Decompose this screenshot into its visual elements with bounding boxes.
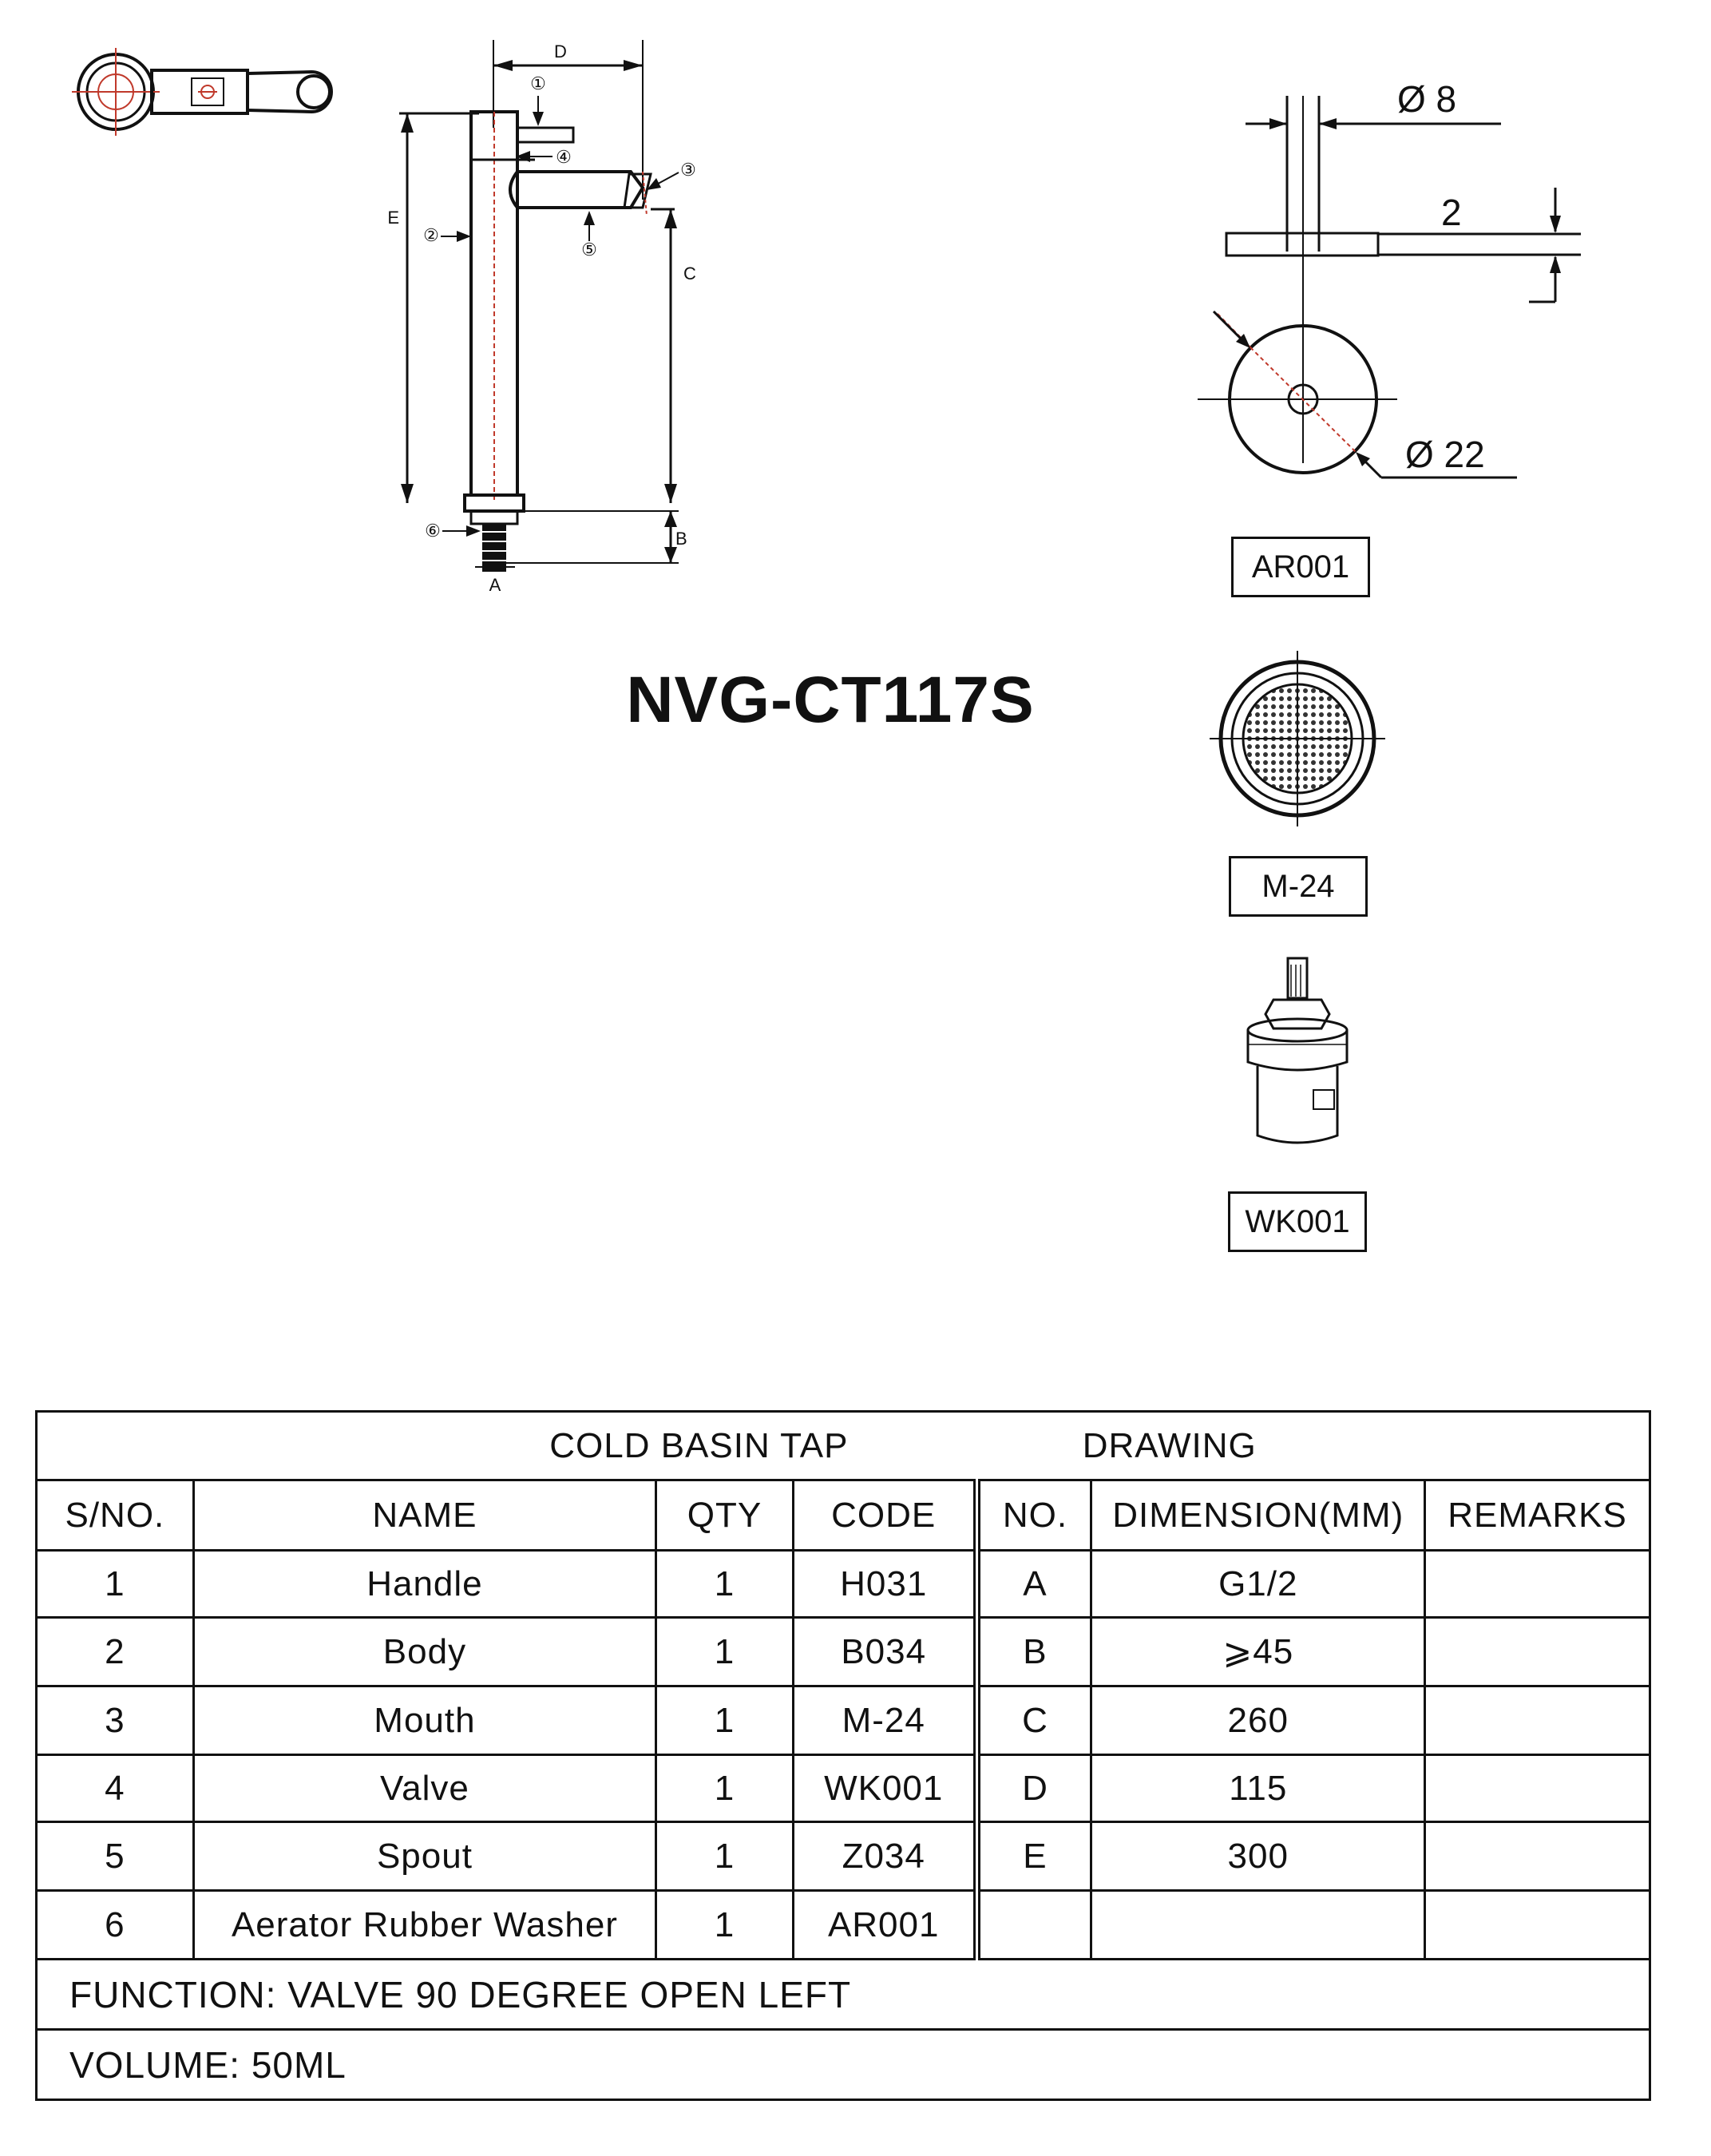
header-qty: QTY [656, 1480, 794, 1551]
cell-name: Mouth [193, 1686, 655, 1755]
callout-6: ⑥ [425, 521, 441, 541]
volume-text: VOLUME: 50ML [37, 2030, 1650, 2100]
callout-4: ④ [556, 147, 572, 167]
washer-dimension-drawing [1198, 80, 1581, 495]
table-row [37, 1755, 1650, 1822]
part-tag-ar001: AR001 [1231, 537, 1370, 597]
cell-qty: 1 [656, 1822, 794, 1891]
callout-5: ⑤ [581, 240, 597, 260]
cell-remarks [1425, 1686, 1650, 1755]
outer-diameter-label: Ø 22 [1405, 434, 1485, 475]
cell-name: Body [193, 1618, 655, 1686]
side-view-drawing [375, 32, 743, 607]
cell-sno: 5 [37, 1822, 194, 1891]
cell-name: Aerator Rubber Washer [193, 1891, 655, 1960]
dim-letter-d: D [554, 42, 567, 61]
table-row [37, 1686, 1650, 1755]
cell-sno: 3 [37, 1686, 194, 1755]
cell-no: C [976, 1686, 1091, 1755]
cell-qty: 1 [656, 1891, 794, 1960]
cell-dimension: ⩾45 [1091, 1618, 1425, 1686]
cell-remarks [1425, 1755, 1650, 1822]
cell-code: M-24 [793, 1686, 976, 1755]
cell-code: Z034 [793, 1822, 976, 1891]
cell-code: H031 [793, 1551, 976, 1618]
callout-3: ③ [680, 160, 696, 180]
cell-name: Valve [193, 1755, 655, 1822]
table-row [37, 1551, 1650, 1618]
cell-no: D [976, 1755, 1091, 1822]
cell-no: A [976, 1551, 1091, 1618]
header-code: CODE [793, 1480, 976, 1551]
cell-dimension [1091, 1891, 1425, 1960]
dim-letter-e: E [387, 208, 399, 228]
valve-cartridge-drawing [1234, 950, 1361, 1158]
function-text: FUNCTION: VALVE 90 DEGREE OPEN LEFT [37, 1960, 1650, 2030]
table-title-right: DRAWING [1082, 1425, 1257, 1465]
cell-qty: 1 [656, 1686, 794, 1755]
cell-qty: 1 [656, 1551, 794, 1618]
table-title-row [37, 1412, 1650, 1480]
cell-qty: 1 [656, 1618, 794, 1686]
cell-sno: 6 [37, 1891, 194, 1960]
cell-code: AR001 [793, 1891, 976, 1960]
cell-no: B [976, 1618, 1091, 1686]
header-remarks: REMARKS [1425, 1480, 1650, 1551]
cell-remarks [1425, 1618, 1650, 1686]
part-tag-wk001: WK001 [1228, 1191, 1367, 1252]
header-sno: S/NO. [37, 1480, 194, 1551]
cell-dimension: 115 [1091, 1755, 1425, 1822]
cell-code: WK001 [793, 1755, 976, 1822]
pipe-diameter-label: Ø 8 [1397, 80, 1457, 120]
dim-letter-b: B [675, 529, 687, 549]
table-header-row [37, 1480, 1650, 1551]
cell-name: Handle [193, 1551, 655, 1618]
function-row [37, 1960, 1650, 2030]
top-view-drawing [72, 48, 351, 136]
spec-table [35, 1410, 1651, 2101]
header-dimension: DIMENSION(MM) [1091, 1480, 1425, 1551]
model-title: NVG-CT117S [626, 664, 1035, 736]
callout-1: ① [530, 73, 546, 93]
cell-qty: 1 [656, 1755, 794, 1822]
cell-no: E [976, 1822, 1091, 1891]
cell-dimension: 260 [1091, 1686, 1425, 1755]
header-no: NO. [976, 1480, 1091, 1551]
aerator-mesh-drawing [1206, 647, 1389, 830]
table-row [37, 1822, 1650, 1891]
cell-sno: 1 [37, 1551, 194, 1618]
cell-sno: 2 [37, 1618, 194, 1686]
table-row [37, 1618, 1650, 1686]
thickness-label: 2 [1441, 192, 1462, 233]
cell-no [976, 1891, 1091, 1960]
dim-letter-a: A [489, 575, 501, 595]
header-name: NAME [193, 1480, 655, 1551]
dim-letter-c: C [683, 264, 696, 283]
cell-remarks [1425, 1891, 1650, 1960]
cell-remarks [1425, 1822, 1650, 1891]
cell-code: B034 [793, 1618, 976, 1686]
cell-sno: 4 [37, 1755, 194, 1822]
table-title-left: COLD BASIN TAP [549, 1425, 849, 1465]
table-title-cell [37, 1412, 1650, 1480]
cell-remarks [1425, 1551, 1650, 1618]
cell-dimension: 300 [1091, 1822, 1425, 1891]
volume-row [37, 2030, 1650, 2100]
cell-dimension: G1/2 [1091, 1551, 1425, 1618]
table-row [37, 1891, 1650, 1960]
callout-2: ② [423, 225, 439, 245]
cell-name: Spout [193, 1822, 655, 1891]
part-tag-m24: M-24 [1229, 856, 1368, 917]
